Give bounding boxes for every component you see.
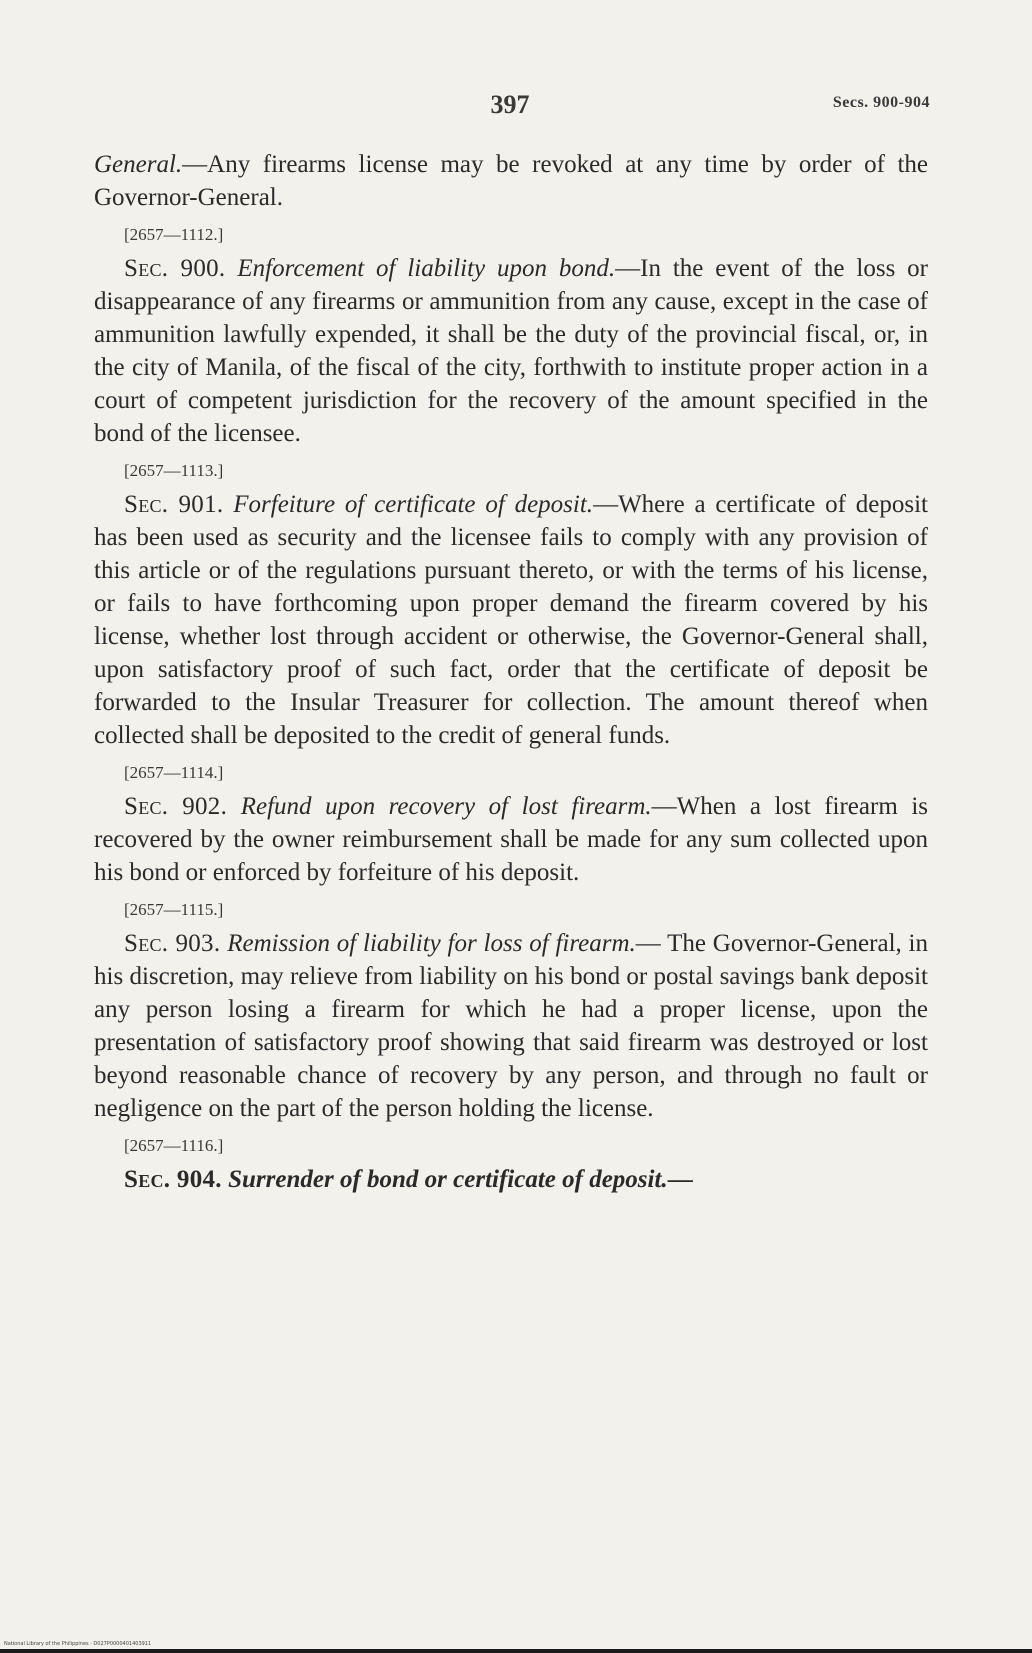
section-title: Remission of liability for loss of firearm. [227,930,636,957]
page-header [90,90,930,130]
citation-902: [2657—1114.] [124,763,224,782]
section-text: —When a lost firearm is recovered by the owner reimbursement shall be made for any sum collected upon his bond or enforced by forfeiture of his deposit. [94,793,928,886]
section-text: — The Governor-General, in his discretion, may relieve from liability on his bond or postal savings bank deposit any person losing a firearm for which he had a proper license, upon the presentation of satisfactory proof showing that said firearm was destroyed or lost beyond reasonable chance of recovery by any person, and through no fault or negligence on the part of the person holding the license. [94,930,929,1122]
intro-lead: General. [94,151,183,178]
section-903 [94,927,928,1125]
scan-footer: National Library of the Philippines · D027P0000401403911 [4,1641,152,1647]
citation-900: [2657—1112.] [124,225,224,244]
section-text: — [667,1166,693,1193]
section-label: Sec. 904. [124,1166,222,1193]
section-title: Surrender of bond or certificate of deposit. [228,1166,668,1193]
running-head: Secs. 900-904 [832,94,930,111]
intro-text: —Any firearms license may be revoked at any time by order of the Governor-General. [94,151,928,211]
section-label: Sec. 900. [124,255,226,282]
section-label: Sec. 902. [124,793,228,820]
section-902 [94,790,928,889]
citation-903: [2657—1115.] [124,900,224,919]
scan-footer-bar [0,1649,1032,1653]
section-text: —Where a certificate of deposit has been used as security and the licensee fails to comply with any provision of this article or of the regulations pursuant thereto, or with the terms of his license, or fails to have forthcoming upon proper demand the firearm covered by his license, whether lost through accident or otherwise, the Governor-General shall, upon satisfactory proof of such fact, order that the certificate of deposit be forwarded to the Insular Treasurer for collection. The amount thereof when collected shall be deposited to the credit of general funds. [94,491,928,749]
page-number: 397 [490,90,530,119]
citation-904: [2657—1116.] [124,1136,224,1155]
section-title: Forfeiture of certificate of deposit. [233,491,594,518]
section-text: —In the event of the loss or disappearance of any firearms or ammunition from any cause, except in the case of ammunition lawfully expended, it shall be the duty of the provincial fiscal, or, in the city of Manila, of the fiscal of the city, forthwith to institute proper action in a court of competent jurisdiction for the recovery of the amount specified in the bond of the licensee. [94,255,928,447]
section-904 [94,1163,928,1196]
section-label: Sec. 901. [124,491,224,518]
section-title: Enforcement of liability upon bond. [237,255,616,282]
section-901 [94,488,928,752]
section-label: Sec. 903. [124,930,221,957]
citation-901: [2657—1113.] [124,461,224,480]
body-text [94,148,928,1196]
section-title: Refund upon recovery of lost firearm. [240,793,652,820]
section-900 [94,252,928,450]
intro-paragraph [94,148,928,214]
